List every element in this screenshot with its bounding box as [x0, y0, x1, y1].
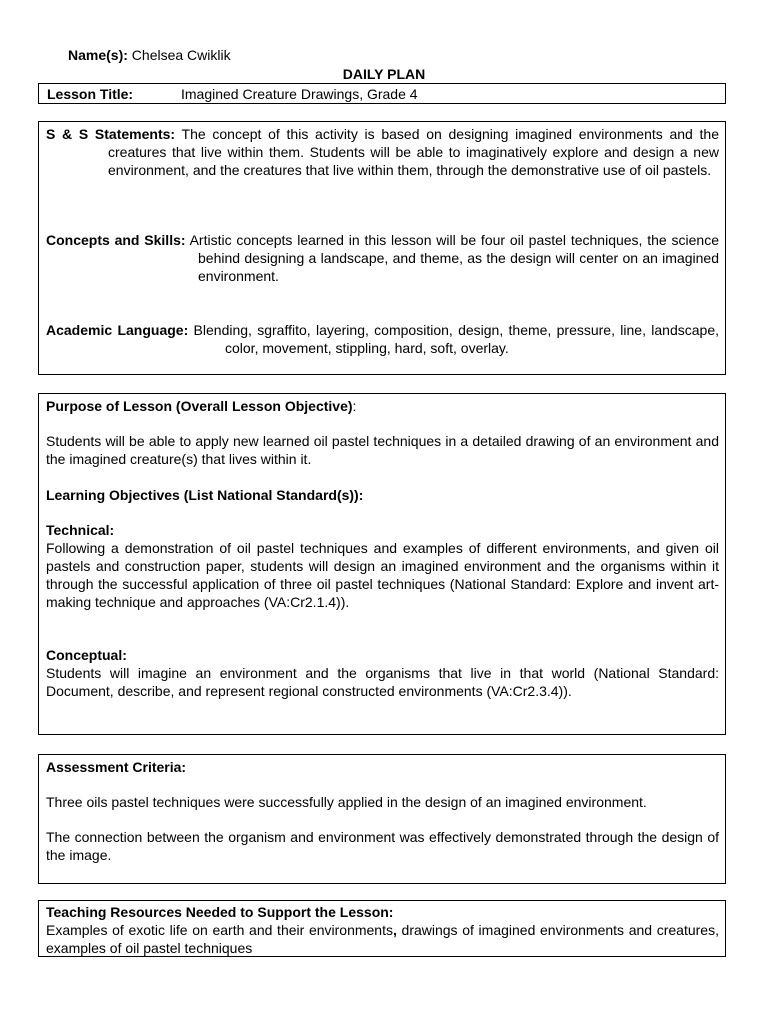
names-label: Name(s):: [68, 47, 128, 63]
purpose-box: [38, 393, 726, 735]
purpose-heading: Purpose of Lesson (Overall Lesson Objective):: [46, 398, 357, 414]
assessment-heading: Assessment Criteria:: [46, 759, 187, 775]
purpose-text: Students will be able to apply new learned oil pastel techniques in a detailed drawing of an environment and the imagined creature(s) that lives within it.: [46, 433, 719, 467]
assessment-item-1: Three oils pastel techniques were successfully applied in the design of an imagined environment.: [46, 794, 647, 810]
lesson-title-box: [38, 83, 726, 104]
plan-title: DAILY PLAN: [342, 66, 426, 82]
resources-heading: Teaching Resources Needed to Support the Lesson:: [46, 904, 394, 920]
names-value: Chelsea Cwiklik: [131, 47, 231, 63]
assessment-item-2: The connection between the organism and environment was effectively demonstrated through the design of the image.: [46, 829, 719, 863]
conceptual-text: Students will imagine an environment and the organisms that live in that world (National Standard: Document, describe, and represent regional constructed environments (VA:Cr2.3.4)).: [46, 665, 719, 699]
technical-heading: Technical:: [46, 522, 115, 538]
ss-label: S & S Statements:: [46, 126, 176, 142]
cs-text: Artistic concepts learned in this lesson will be four oil pastel techniques, the science behind designing a landscape, and theme, as the design will center on an imagined environment.: [189, 232, 719, 284]
al-label: Academic Language:: [46, 322, 189, 338]
lesson-title-value: Imagined Creature Drawings, Grade 4: [181, 86, 418, 102]
academic-language: [46, 321, 719, 357]
lesson-title-label: Lesson Title:: [47, 86, 134, 102]
ss-statements: [46, 125, 719, 179]
concepts-skills: [46, 231, 719, 285]
resources-box: [38, 900, 726, 957]
resources-text: Examples of exotic life on earth and their environments, drawings of imagined environments and creatures, examples of oil pastel techniques: [46, 922, 719, 956]
al-text: Blending, sgraffito, layering, composition, design, theme, pressure, line, landscape, color, movement, stippling, hard, soft, overlay.: [193, 322, 719, 356]
cs-label: Concepts and Skills:: [46, 232, 186, 248]
technical-text: Following a demonstration of oil pastel techniques and examples of different environments, and given oil pastels and construction paper, students will design an imagined environment and the organisms within it through the successful application of three oil pastel techniques (National Standard: Explore and invent art-making technique and approaches (VA:Cr2.1.4)).: [46, 540, 719, 610]
ss-text: The concept of this activity is based on designing imagined environments and the creatures that live within them. Students will be able to imaginatively explore and design a new environment, and the creatures that live within them, through the demonstrative use of oil pastels.: [108, 126, 719, 178]
assessment-box: [38, 754, 726, 884]
statements-box: [38, 121, 726, 375]
objectives-heading: Learning Objectives (List National Standard(s)):: [46, 487, 364, 503]
names-line: [68, 46, 231, 64]
conceptual-heading: Conceptual:: [46, 647, 127, 663]
